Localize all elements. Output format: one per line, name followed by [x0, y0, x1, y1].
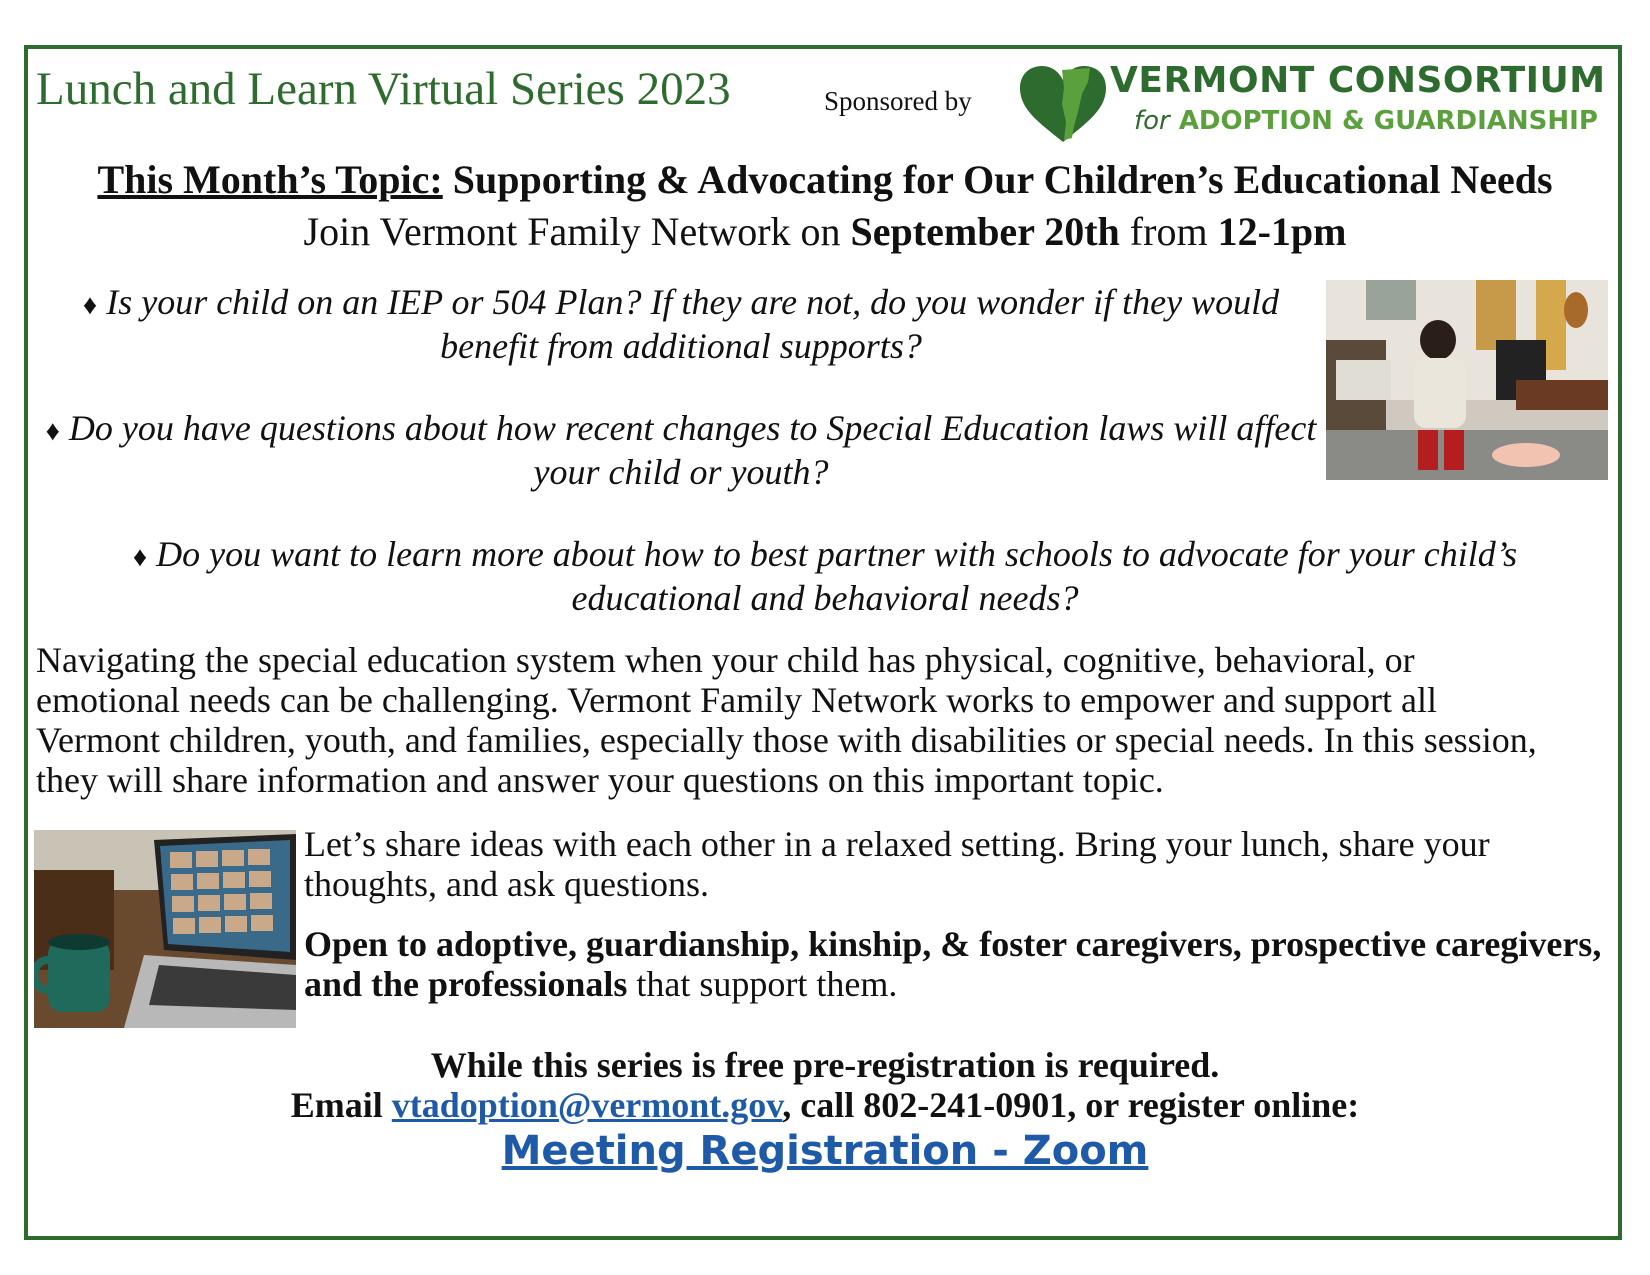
diamond-bullet-icon: ♦ — [132, 542, 148, 573]
contact-suffix: , call 802-241-0901, or register online: — [782, 1085, 1360, 1125]
zoom-registration-link[interactable]: Meeting Registration - Zoom — [501, 1128, 1149, 1174]
join-prefix: Join Vermont Family Network on — [303, 209, 851, 254]
question-3-text: Do you want to learn more about how to best partner with schools to advocate for your child’s educational and behavioral needs? — [156, 534, 1518, 618]
share-paragraph: Let’s share ideas with each other in a relaxed setting. Bring your lunch, share your thoughts, and ask questions. — [304, 824, 1490, 904]
event-time: 12-1pm — [1217, 209, 1347, 254]
logo-for: for — [1134, 106, 1170, 136]
question-2-text: Do you have questions about how recent changes to Special Education laws will affect your child or youth? — [68, 408, 1317, 492]
topic-title: Supporting & Advocating for Our Children’s Educational Needs — [442, 157, 1553, 202]
logo-title: VERMONT CONSORTIUM — [1110, 60, 1606, 101]
question-2 — [36, 408, 1326, 493]
question-3 — [60, 534, 1590, 619]
diamond-bullet-icon: ♦ — [82, 290, 98, 321]
logo-subtitle-text: ADOPTION & GUARDIANSHIP — [1178, 106, 1598, 136]
audience-rest: that support them. — [627, 964, 898, 1004]
description-paragraph: Navigating the special education system when your child has physical, cognitive, behavioral, or emotional needs can be challenging. Vermont Family Network works to empower and support all Vermont children, youth, and families, especially those with disabilities or special needs. In this session, they will share information and answer your questions on this important topic. — [36, 640, 1537, 800]
event-date: September 20th — [850, 209, 1120, 254]
zoom-registration — [0, 1128, 1650, 1174]
audience-bold: Open to adoptive, guardianship, kinship, & foster caregivers, prospective caregivers, and the professionals — [304, 924, 1602, 1004]
topic-heading — [0, 156, 1650, 203]
email-link[interactable]: vtadoption@vermont.gov — [391, 1085, 783, 1125]
join-line — [0, 208, 1650, 255]
question-1 — [36, 282, 1326, 367]
topic-label: This Month’s Topic: — [97, 157, 443, 202]
series-title: Lunch and Learn Virtual Series 2023 — [36, 63, 731, 115]
question-1-text: Is your child on an IEP or 504 Plan? If they are not, do you wonder if they would benefit from additional supports? — [106, 282, 1280, 366]
contact-line — [0, 1084, 1650, 1126]
audience-paragraph — [304, 924, 1604, 1004]
child-at-home-photo — [1326, 280, 1608, 480]
logo-subtitle — [1134, 106, 1598, 136]
sponsored-by-label: Sponsored by — [824, 86, 972, 116]
join-from: from — [1119, 209, 1218, 254]
diamond-bullet-icon: ♦ — [45, 416, 60, 447]
free-registration-note: While this series is free pre-registration is required. — [430, 1045, 1220, 1085]
email-prefix: Email — [290, 1085, 392, 1125]
vermont-heart-logo-icon — [1018, 64, 1108, 144]
laptop-video-call-photo — [34, 830, 296, 1028]
